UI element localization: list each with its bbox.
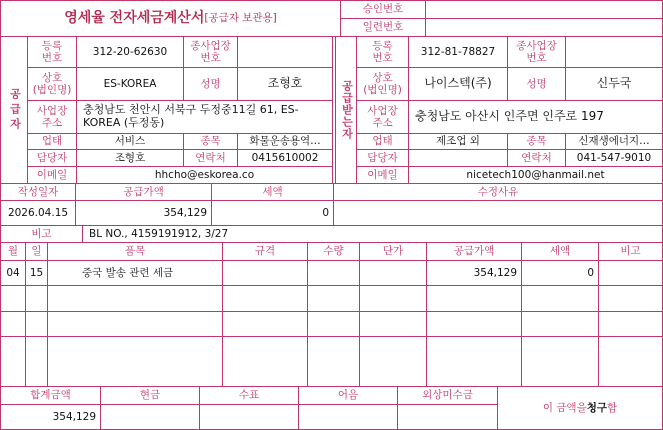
supplier-address: 충청남도 천안시 서북구 두정중11길 61, ES-KOREA (두정동) [76,100,333,134]
claim-post: 함 [607,401,618,414]
col-price: 단가 [359,242,427,261]
supplier-biz-type-label: 업태 [27,133,77,150]
supplier-manager-label: 담당자 [27,149,77,167]
col-tax: 세액 [521,242,599,261]
tax-label: 세액 [211,183,334,201]
col-month: 월 [0,242,26,261]
item-month [0,285,26,312]
buyer-biz-type: 제조업 외 [408,133,508,150]
item-name [47,285,223,312]
approval-no-label: 승인번호 [340,0,426,19]
supplier-address-label: 사업장 주소 [27,100,77,134]
item-spec [222,336,308,387]
invoice-title [0,0,341,37]
item-month [0,311,26,337]
buyer-contact-label: 연락처 [507,149,566,167]
credit-amount [397,404,498,430]
buyer-branch-label: 종사업장 번호 [507,36,566,68]
supplier-contact-label: 연락처 [183,149,238,167]
buyer-rep: 신두국 [565,67,663,101]
item-name [47,311,223,337]
supplier-email-label: 이메일 [27,166,77,184]
col-note: 비고 [598,242,663,261]
bill-amount [298,404,398,430]
title-text: 영세율 전자세금계산서 [64,10,205,27]
date-label: 작성일자 [0,183,76,201]
note-label: 비고 [0,225,83,243]
item-month [0,336,26,387]
cash-amount [100,404,200,430]
col-spec: 규격 [222,242,308,261]
supply-label: 공급가액 [75,183,212,201]
buyer-contact: 041-547-9010 [565,149,663,167]
buyer-reg-no-label: 등록 번호 [356,36,409,68]
item-price [359,311,427,337]
supplier-reg-no-label: 등록 번호 [27,36,77,68]
buyer-manager-label: 담당자 [356,149,409,167]
buyer-branch-value [565,36,663,68]
item-supply [426,336,522,387]
supplier-side-label: 공급자 [0,36,28,184]
col-item: 품목 [47,242,223,261]
supplier-rep-label: 성명 [183,67,238,101]
buyer-biz-item: 신재생에너지… [565,133,663,150]
col-day: 일 [25,242,48,261]
item-spec [222,285,308,312]
col-supply: 공급가액 [426,242,522,261]
buyer-side-label: 공급받는자 [335,36,357,184]
item-note [598,285,663,312]
item-note [598,311,663,337]
check-label: 수표 [199,386,299,405]
item-supply: 354,129 [426,260,522,286]
item-tax [521,311,599,337]
supplier-rep: 조형호 [237,67,333,101]
credit-label: 외상미수금 [397,386,498,405]
item-day [25,311,48,337]
supplier-branch-label: 종사업장 번호 [183,36,238,68]
supplier-branch-value [237,36,333,68]
total-amount: 354,129 [0,404,101,430]
buyer-name: 나이스텍(주) [408,67,508,101]
item-qty [307,311,360,337]
buyer-address-label: 사업장 주소 [356,100,409,134]
cash-label: 현금 [100,386,200,405]
claim-statement [497,386,663,430]
approval-no-value [425,0,663,19]
buyer-name-label: 상호 (법인명) [356,67,409,101]
buyer-rep-label: 성명 [507,67,566,101]
claim-word: 청구 [586,401,608,414]
item-price [359,336,427,387]
item-spec [222,311,308,337]
item-qty [307,285,360,312]
supplier-biz-item: 화물운송용역… [237,133,333,150]
supplier-biz-type: 서비스 [76,133,184,150]
supplier-name-label: 상호 (법인명) [27,67,77,101]
item-supply [426,311,522,337]
item-supply [426,285,522,312]
item-spec [222,260,308,286]
item-month: 04 [0,260,26,286]
item-tax: 0 [521,260,599,286]
item-name [47,336,223,387]
buyer-reg-no: 312-81-78827 [408,36,508,68]
item-qty [307,260,360,286]
item-price [359,285,427,312]
buyer-manager [408,149,508,167]
item-tax [521,285,599,312]
item-name: 중국 발송 관련 세금 [47,260,223,286]
supplier-contact: 0415610002 [237,149,333,167]
bill-label: 어음 [298,386,398,405]
buyer-email-label: 이메일 [356,166,409,184]
tax-amount: 0 [211,200,334,226]
item-note [598,260,663,286]
item-qty [307,336,360,387]
item-tax [521,336,599,387]
col-qty: 수량 [307,242,360,261]
total-label: 합계금액 [0,386,101,405]
supplier-biz-item-label: 종목 [183,133,238,150]
item-price [359,260,427,286]
issue-date: 2026.04.15 [0,200,76,226]
serial-no-label: 일련번호 [340,18,426,37]
supplier-email: hhcho@eskorea.co [76,166,333,184]
item-day [25,336,48,387]
check-amount [199,404,299,430]
buyer-email: nicetech100@hanmail.net [408,166,663,184]
supplier-reg-no: 312-20-62630 [76,36,184,68]
note-value: BL NO., 4159191912, 3/27 [82,225,663,243]
supplier-manager: 조형호 [76,149,184,167]
reason-value [333,200,663,226]
reason-label: 수정사유 [333,183,663,201]
item-day [25,285,48,312]
buyer-address: 충청남도 아산시 인주면 인주로 197 [408,100,663,134]
title-sub: [공급자 보관용] [204,12,277,25]
buyer-biz-item-label: 종목 [507,133,566,150]
serial-no-value [425,18,663,37]
supplier-name: ES-KOREA [76,67,184,101]
item-note [598,336,663,387]
buyer-biz-type-label: 업태 [356,133,409,150]
supply-amount: 354,129 [75,200,212,226]
claim-pre: 이 금액을 [542,401,587,414]
item-day: 15 [25,260,48,286]
